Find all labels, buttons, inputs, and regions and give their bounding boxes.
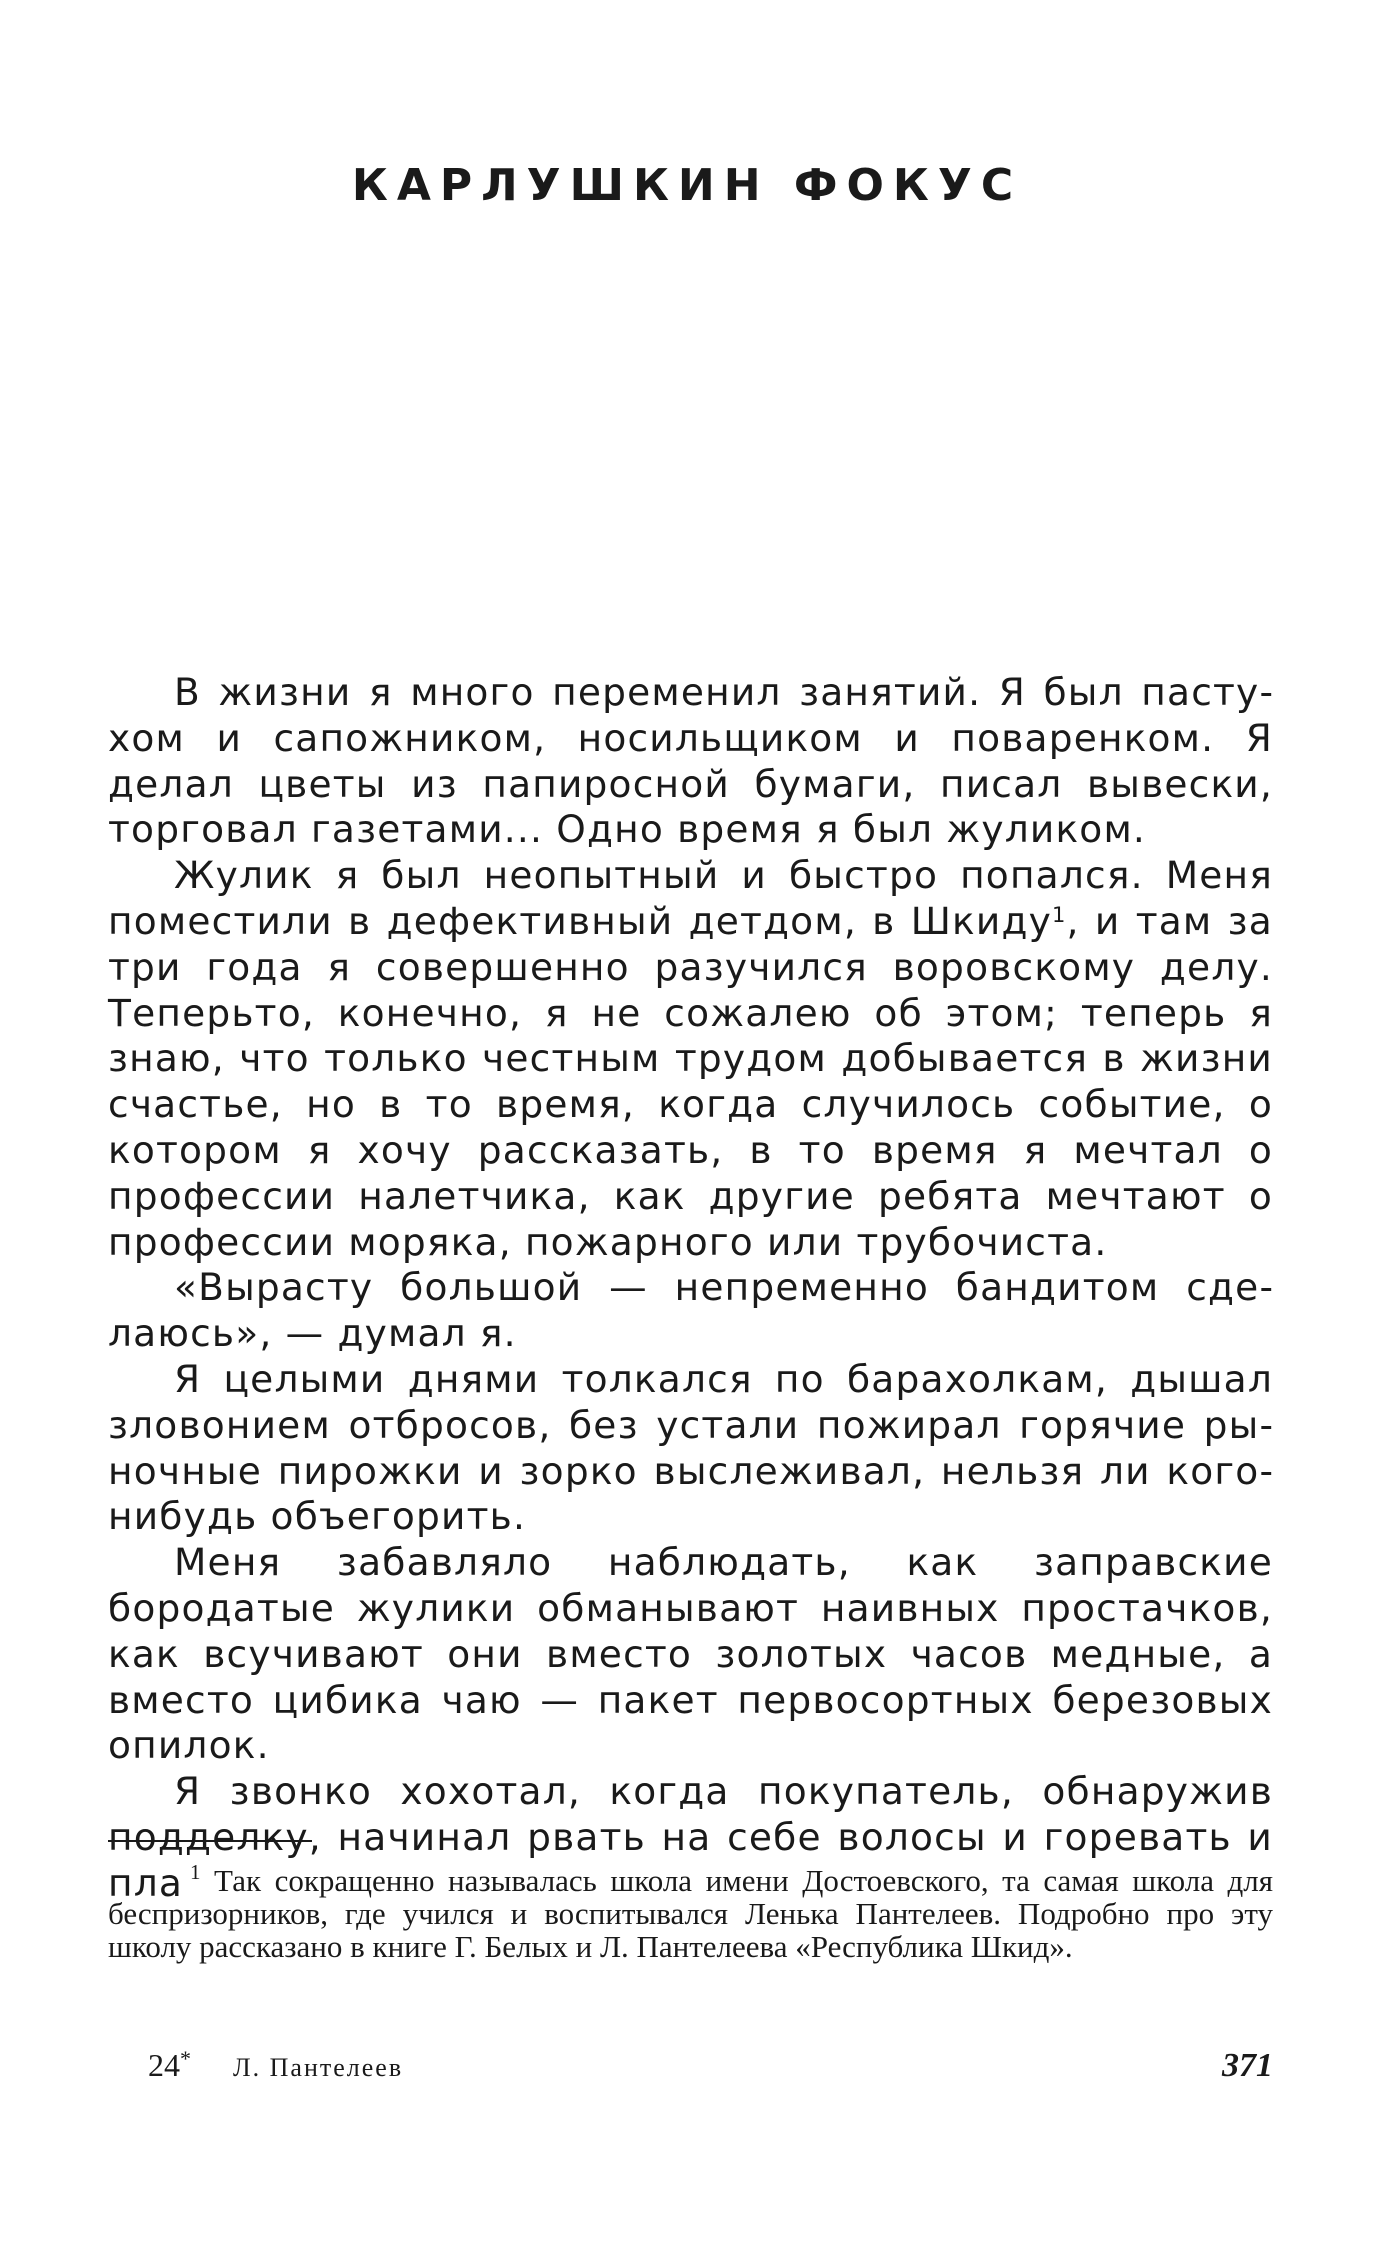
chapter-body bbox=[108, 670, 1273, 1907]
paragraph-4: Я целыми днями толкался по барахолкам, дышал зловонием отбросов, без устали пожирал горячие рыночные пирожки и зорко выслеживал, нельзя ли когонибудь объегорить. bbox=[108, 1356, 1273, 1539]
paragraph-1: В жизни я много переменил занятий. Я был пастухом и сапожником, носильщиком и поваренком. Я делал цветы из папиросной бумаги, писал вывески, торговал газетами... Одно время я был жуликом. bbox=[108, 670, 1273, 852]
footnote-text: Так сокращенно называлась школа имени Достоевского, та самая школа для беспризорников, где учился и воспитывался Ленька Пантелеев. Подробно про эту школу рассказано в книге Г. Белых и Л. Пантелеева «Республика Шкид». bbox=[108, 1863, 1273, 1964]
page-number: 371 bbox=[1222, 2047, 1273, 2084]
paragraph-5: Меня забавляло наблюдать, как заправские бородатые жулики обманывают наивных простачков, как всучивают они вместо золотых часов медные, а вместо цибика чаю — пакет первосортных березовых опилок. bbox=[108, 1540, 1273, 1768]
footnote-divider bbox=[108, 1840, 312, 1842]
paragraph-3: «Вырасту большой — непременно бандитом сделаюсь», — думал я. bbox=[108, 1265, 1273, 1356]
printer-signature bbox=[148, 2047, 191, 2084]
footnote bbox=[108, 1860, 1273, 1964]
paragraph-2 bbox=[108, 853, 1273, 1265]
paragraph-2-start: Жулик я был неопытный и быстро попался. Меня поместили в дефективный детдом, в Шкиду bbox=[108, 853, 1273, 943]
chapter-title: КАРЛУШКИН ФОКУС bbox=[351, 160, 1023, 211]
paragraph-2-end: , и там за три года я совершенно разучился воровскому делу. Теперьто, конечно, я не сожалею об этом; теперь я знаю, что только честным трудом добывается в жизни счастье, но в то время, когда случилось событие, о котором я хочу рассказать, в то время я мечтал о профессии налетчика, как другие ребята мечтают о профессии моряка, пожарного или трубочиста. bbox=[108, 898, 1273, 1264]
signature-mark: * bbox=[180, 2046, 191, 2071]
paragraph-6: Я звонко хохотал, когда покупатель, обнаружив подделку, начинал рвать на себе волосы и горевать и пла bbox=[108, 1769, 1273, 1905]
footnote-marker: 1 bbox=[190, 1860, 201, 1884]
footnote-reference: 1 bbox=[1051, 902, 1067, 927]
running-author: Л. Пантелеев bbox=[233, 2053, 404, 2082]
page-footer bbox=[108, 2047, 1273, 2091]
signature-number: 24 bbox=[148, 2047, 180, 2083]
